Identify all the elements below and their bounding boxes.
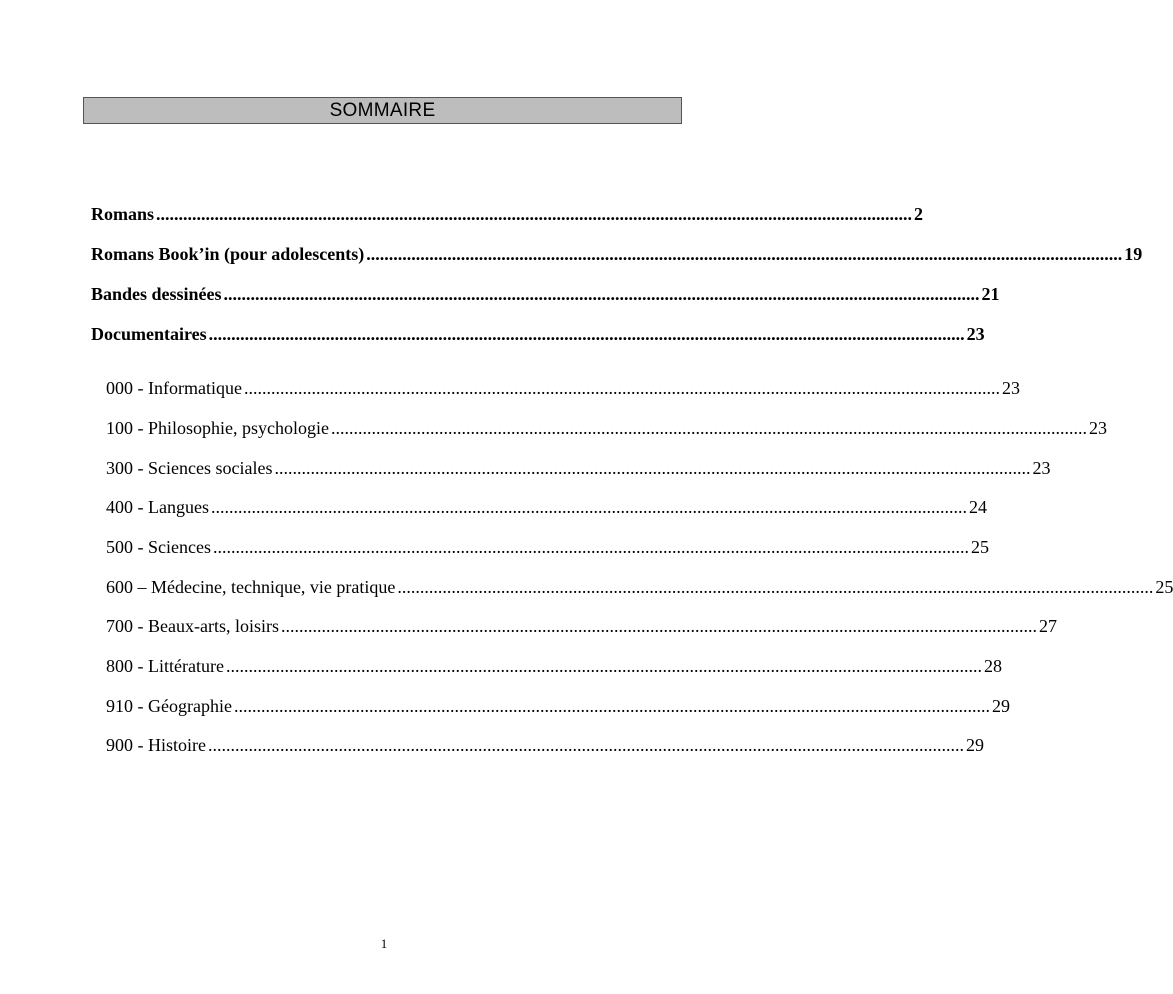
toc-entry-bandes-dessinees[interactable] bbox=[91, 284, 1000, 310]
dot-leader: ........................................................................................................................................................................ bbox=[274, 458, 1031, 478]
footer-page-number: 1 bbox=[380, 936, 388, 951]
toc-subentry-label: 910 - Géographie bbox=[106, 696, 232, 716]
dot-leader: ........................................................................................................................................................................ bbox=[397, 577, 1154, 597]
dot-leader: ........................................................................................................................................................................ bbox=[225, 656, 982, 676]
toc-subentry-label: 300 - Sciences sociales bbox=[106, 458, 273, 478]
dot-leader: ........................................................................................................................................................................ bbox=[366, 244, 1123, 264]
toc-subentry-400[interactable] bbox=[106, 497, 987, 523]
toc-entry-page: 21 bbox=[981, 284, 1000, 304]
toc-subentry-page: 25 bbox=[970, 537, 989, 557]
dot-leader: ........................................................................................................................................................................ bbox=[223, 284, 980, 304]
toc-subentry-label: 600 – Médecine, technique, vie pratique bbox=[106, 577, 396, 597]
toc-subentry-label: 900 - Histoire bbox=[106, 735, 206, 755]
dot-leader: ........................................................................................................................................................................ bbox=[233, 696, 990, 716]
toc-subentry-label: 500 - Sciences bbox=[106, 537, 211, 557]
toc-entry-page: 2 bbox=[914, 204, 924, 224]
title-banner bbox=[83, 97, 682, 124]
dot-leader: ........................................................................................................................................................................ bbox=[212, 537, 969, 557]
toc-subentry-500[interactable] bbox=[106, 537, 989, 563]
toc-entry-label: Documentaires bbox=[91, 324, 207, 344]
toc-entry-page: 23 bbox=[966, 324, 985, 344]
dot-leader: ........................................................................................................................................................................ bbox=[331, 418, 1087, 438]
toc-subentry-page: 24 bbox=[968, 497, 987, 517]
dot-leader: ........................................................................................................................................................................ bbox=[280, 616, 1037, 636]
toc-subentry-label: 400 - Langues bbox=[106, 497, 209, 517]
toc-subentry-page: 23 bbox=[1032, 458, 1051, 478]
toc-subentry-label: 100 - Philosophie, psychologie bbox=[106, 418, 329, 438]
toc-subentry-label: 700 - Beaux-arts, loisirs bbox=[106, 616, 279, 636]
toc-subentry-label: 000 - Informatique bbox=[106, 378, 242, 398]
toc-entry-romans-bookin[interactable] bbox=[91, 244, 1143, 270]
dot-leader: ........................................................................................................................................................................ bbox=[243, 378, 1000, 398]
toc-entry-label: Romans Book’in (pour adolescents) bbox=[91, 244, 365, 264]
dot-leader: ........................................................................................................................................................................ bbox=[208, 324, 965, 344]
toc-subentry-000[interactable] bbox=[106, 378, 1020, 404]
toc-subentry-page: 28 bbox=[983, 656, 1002, 676]
toc-subentry-page: 25 bbox=[1155, 577, 1173, 597]
toc-entry-page: 19 bbox=[1124, 244, 1143, 264]
toc-entry-label: Bandes dessinées bbox=[91, 284, 222, 304]
toc-subentry-600[interactable] bbox=[106, 577, 1173, 603]
toc-entry-label: Romans bbox=[91, 204, 155, 224]
toc-subentry-page: 27 bbox=[1038, 616, 1057, 636]
toc-subentry-page: 29 bbox=[965, 735, 984, 755]
dot-leader: ........................................................................................................................................................................ bbox=[156, 204, 913, 224]
toc-subentry-800[interactable] bbox=[106, 656, 1002, 682]
toc-subentry-100[interactable] bbox=[106, 418, 1107, 444]
toc-subentry-900[interactable] bbox=[106, 735, 984, 761]
page-title: SOMMAIRE bbox=[329, 99, 436, 121]
toc-subentry-page: 23 bbox=[1089, 418, 1107, 438]
toc-entry-romans[interactable] bbox=[91, 204, 924, 230]
toc-subentry-300[interactable] bbox=[106, 458, 1051, 484]
toc-subentry-label: 800 - Littérature bbox=[106, 656, 224, 676]
toc-subentry-page: 29 bbox=[991, 696, 1010, 716]
toc-subentry-page: 23 bbox=[1001, 378, 1020, 398]
toc-subentry-910[interactable] bbox=[106, 696, 1010, 722]
toc-subentry-700[interactable] bbox=[106, 616, 1057, 642]
dot-leader: ........................................................................................................................................................................ bbox=[210, 497, 967, 517]
dot-leader: ........................................................................................................................................................................ bbox=[207, 735, 964, 755]
toc-entry-documentaires[interactable] bbox=[91, 324, 985, 350]
